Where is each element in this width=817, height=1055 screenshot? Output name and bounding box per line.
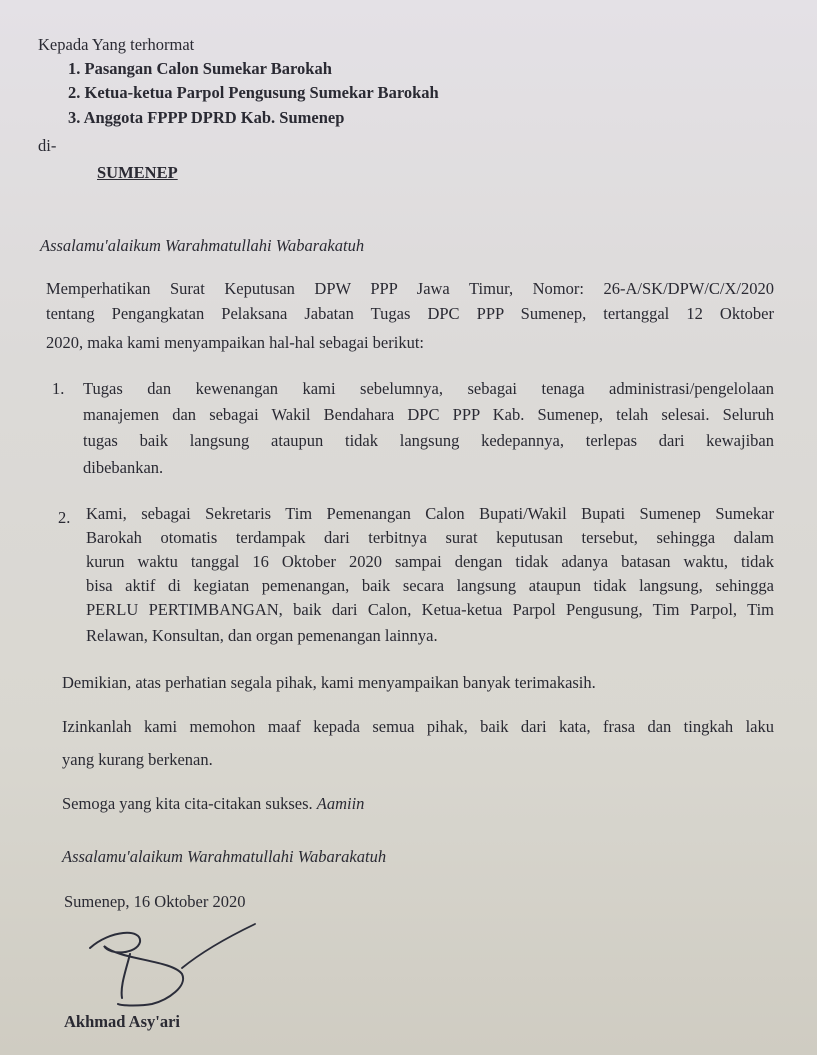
recipient-3: 3. Anggota FPPP DPRD Kab. Sumenep [68, 108, 345, 127]
point-2-line-2: Barokah otomatis terdampak dari terbitnya surat keputusan tersebut, sehingga dalam [86, 528, 774, 547]
closing-aamiin: Aamiin [316, 794, 365, 813]
closing-thanks: Demikian, atas perhatian segala pihak, kami menyampaikan banyak terimakasih. [62, 673, 596, 692]
closing-apology-line-2: yang kurang berkenan. [62, 750, 213, 769]
point-1-line-3: tugas baik langsung ataupun tidak langsung kedepannya, terlepas dari kewajiban [83, 431, 774, 450]
intro-line-2: tentang Pengangkatan Pelaksana Jabatan Tugas DPC PPP Sumenep, tertanggal 12 Oktober [46, 304, 774, 323]
point-2-line-3: kurun waktu tanggal 16 Oktober 2020 sampai dengan tidak adanya batasan waktu, tidak [86, 552, 774, 571]
point-2-number: 2. [58, 508, 71, 527]
closing-hope [62, 794, 364, 814]
addressee-di: di- [38, 136, 57, 155]
point-2-line-4: bisa aktif di kegiatan pemenangan, baik secara langsung ataupun tidak langsung, sehingga [86, 576, 774, 595]
point-1-line-1: Tugas dan kewenangan kami sebelumnya, sebagai tenaga administrasi/pengelolaan [83, 379, 774, 398]
recipient-1: 1. Pasangan Calon Sumekar Barokah [68, 59, 332, 78]
closing-apology-line-1: Izinkanlah kami memohon maaf kepada semua pihak, baik dari kata, frasa dan tingkah laku [62, 717, 774, 736]
closing-greeting: Assalamu'alaikum Warahmatullahi Wabarakatuh [62, 847, 387, 866]
point-1-line-4: dibebankan. [83, 458, 164, 477]
point-1-number: 1. [52, 379, 65, 398]
handwritten-signature [80, 920, 280, 1015]
recipient-2: 2. Ketua-ketua Parpol Pengusung Sumekar Barokah [68, 83, 439, 102]
place-date: Sumenep, 16 Oktober 2020 [64, 892, 246, 911]
intro-line-3: 2020, maka kami menyampaikan hal-hal sebagai berikut: [46, 333, 425, 352]
point-2-line-5: PERLU PERTIMBANGAN, baik dari Calon, Ketua-ketua Parpol Pengusung, Tim Parpol, Tim [86, 600, 774, 619]
opening-greeting: Assalamu'alaikum Warahmatullahi Wabarakatuh [40, 236, 365, 255]
point-2-line-6: Relawan, Konsultan, dan organ pemenangan lainnya. [86, 626, 438, 645]
intro-line-1: Memperhatikan Surat Keputusan DPW PPP Jawa Timur, Nomor: 26-A/SK/DPW/C/X/2020 [46, 279, 774, 298]
signatory-name: Akhmad Asy'ari [64, 1012, 180, 1031]
addressee-heading: Kepada Yang terhormat [38, 35, 195, 54]
point-2-line-1: Kami, sebagai Sekretaris Tim Pemenangan Calon Bupati/Wakil Bupati Sumenep Sumekar [86, 504, 774, 523]
point-1-line-2: manajemen dan sebagai Wakil Bendahara DPC PPP Kab. Sumenep, telah selesai. Seluruh [83, 405, 774, 424]
addressee-city: SUMENEP [97, 163, 178, 182]
closing-hope-text: Semoga yang kita cita-citakan sukses. [62, 794, 313, 813]
